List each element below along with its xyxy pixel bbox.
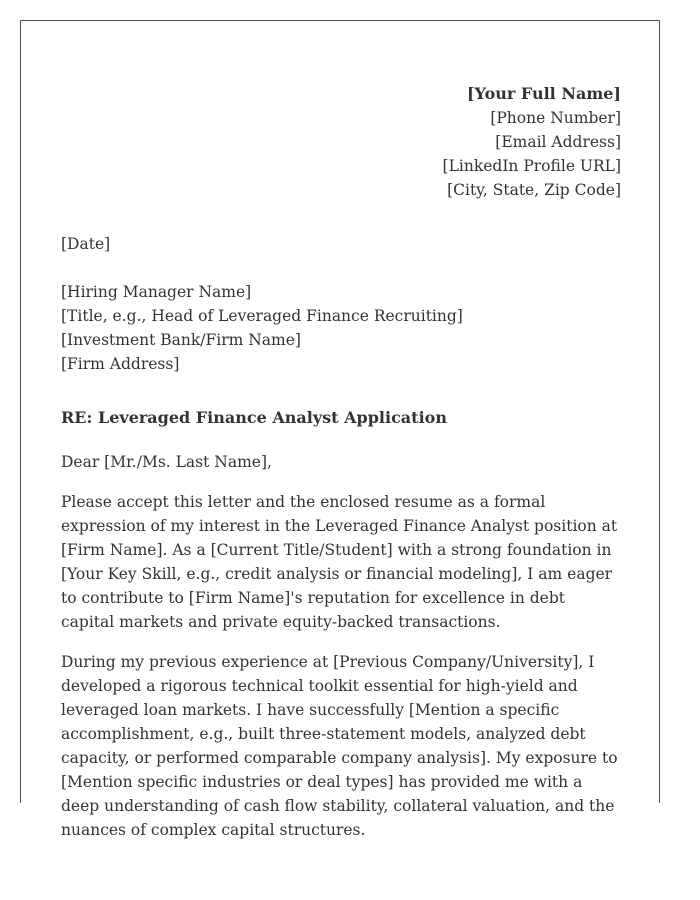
body-paragraph-2: During my previous experience at [Previous Company/University], I developed a rigorous technical toolkit essential for high-yield and leveraged loan markets. I have successfully [Mention a specific accomplishment, e.g., built three-statement models, analyzed debt capacity, or performed comparable company analysis]. My exposure to [Mention specific industries or deal types] has provided me with a deep understanding of cash flow stability, collateral valuation, and the nuances of complex capital structures. bbox=[61, 653, 618, 839]
letter-date: [Date] bbox=[61, 235, 111, 253]
sender-location: [City, State, Zip Code] bbox=[447, 181, 621, 199]
sender-linkedin: [LinkedIn Profile URL] bbox=[442, 157, 621, 175]
letter-salutation: Dear [Mr./Ms. Last Name], bbox=[61, 453, 272, 471]
recipient-name: [Hiring Manager Name] bbox=[61, 283, 252, 301]
letter-content bbox=[61, 82, 621, 842]
recipient-title: [Title, e.g., Head of Leveraged Finance Recruiting] bbox=[61, 307, 463, 325]
letter-subject: RE: Leveraged Finance Analyst Application bbox=[61, 408, 447, 427]
sender-name: [Your Full Name] bbox=[466, 84, 621, 103]
recipient-address: [Firm Address] bbox=[61, 355, 180, 373]
letter-page bbox=[20, 20, 660, 839]
recipient-block bbox=[61, 280, 621, 376]
sender-email: [Email Address] bbox=[495, 133, 621, 151]
sender-block bbox=[61, 82, 621, 202]
sender-phone: [Phone Number] bbox=[490, 109, 621, 127]
recipient-firm: [Investment Bank/Firm Name] bbox=[61, 331, 301, 349]
body-paragraph-1: Please accept this letter and the enclosed resume as a formal expression of my interest in the Leveraged Finance Analyst position at [Firm Name]. As a [Current Title/Student] with a strong foundation in [Your Key Skill, e.g., credit analysis or financial modeling], I am eager to contribute to [Firm Name]'s reputation for excellence in debt capital markets and private equity-backed transactions. bbox=[61, 493, 618, 631]
